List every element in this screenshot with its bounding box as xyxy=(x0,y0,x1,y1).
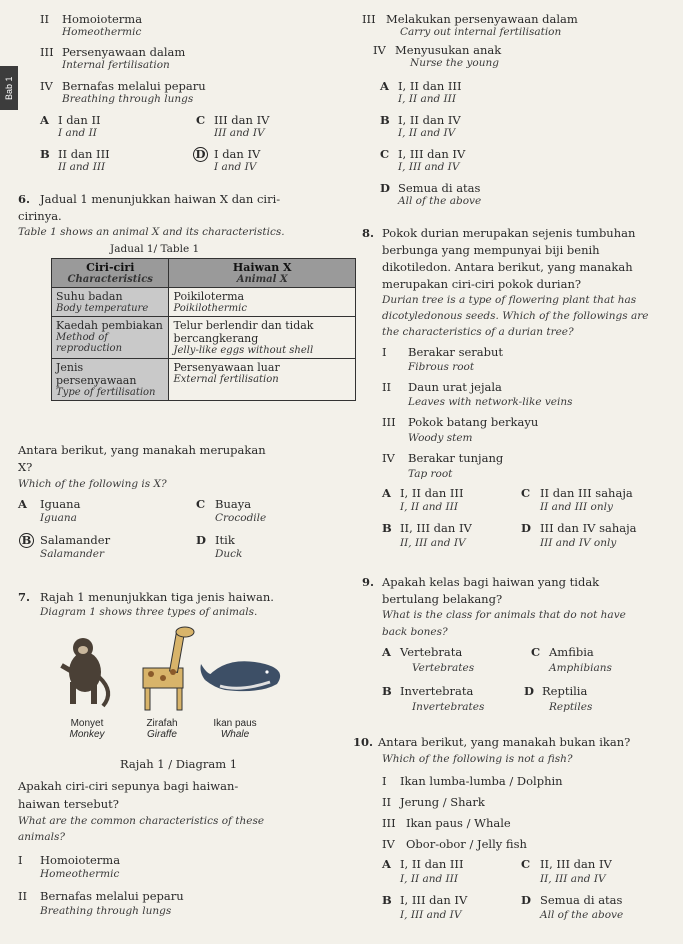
q7-item-ms: Bernafas melalui peparu xyxy=(40,889,184,903)
q10-option-letter[interactable]: B xyxy=(382,893,392,907)
q5r-option-letter[interactable]: D xyxy=(380,181,390,195)
animal-label-en: Monkey xyxy=(69,729,105,740)
q8-stem-ms: dikotiledon. Antara berikut, yang manakah xyxy=(382,260,633,274)
q8-option-en: II and III only xyxy=(540,501,613,513)
q7-question-ms: Apakah ciri-ciri sepunya bagi haiwan- xyxy=(18,779,239,793)
q5-option-en: III and IV xyxy=(214,127,265,139)
whale-illustration xyxy=(201,661,281,691)
q6-question-ms-2: X? xyxy=(18,460,33,474)
q5r-option-en: I, II and III xyxy=(398,93,456,105)
q5-item-roman: III xyxy=(40,45,54,59)
q9-option-ms: Amfibia xyxy=(549,645,594,659)
q9-option-ms: Invertebrata xyxy=(400,684,474,698)
q7-stem-en: Diagram 1 shows three types of animals. xyxy=(40,606,258,618)
q8-item-ms: Pokok batang berkayu xyxy=(408,415,539,429)
q10-item-text: Obor-obor / Jelly fish xyxy=(406,837,527,851)
q6-stem-ms-2: cirinya. xyxy=(18,209,62,223)
q6-option-ms: Salamander xyxy=(40,533,111,547)
animals-diagram xyxy=(55,622,295,714)
q6-option-letter[interactable]: C xyxy=(196,497,206,511)
q5r-option-en: I, III and IV xyxy=(398,161,460,173)
q6-option-en: Iguana xyxy=(40,512,77,524)
q5r-option-letter[interactable]: C xyxy=(380,147,390,161)
q8-option-en: I, II and III xyxy=(400,501,458,513)
table-cell: Jenis persenyawaan Type of fertilisation xyxy=(52,359,169,401)
q5-option-letter[interactable]: A xyxy=(40,113,49,127)
q6-option-ms: Buaya xyxy=(215,497,252,511)
q10-item-text: Jerung / Shark xyxy=(400,795,485,809)
diagram-caption: Rajah 1 / Diagram 1 xyxy=(120,757,238,771)
q8-option-ms: II dan III sahaja xyxy=(540,486,633,500)
q8-stem-ms: merupakan ciri-ciri pokok durian? xyxy=(382,277,582,291)
q8-stem-en: the characteristics of a durian tree? xyxy=(382,326,574,338)
q7-stem-ms: Rajah 1 menunjukkan tiga jenis haiwan. xyxy=(40,590,274,604)
q5r-option-ms: I, III dan IV xyxy=(398,147,466,161)
q5r-option-en: I, II and IV xyxy=(398,127,456,139)
giraffe-illustration xyxy=(143,627,194,710)
q9-option-en: Amphibians xyxy=(549,662,612,674)
table-row xyxy=(52,288,356,317)
q8-stem-ms: Pokok durian merupakan sejenis tumbuhan xyxy=(382,226,636,240)
q9-option-letter[interactable]: B xyxy=(382,684,392,698)
q8-item-roman: IV xyxy=(382,451,395,465)
q9-option-en: Reptiles xyxy=(549,701,593,713)
q10-option-en: All of the above xyxy=(540,909,624,921)
answer-circle: D xyxy=(193,147,208,162)
q8-option-letter[interactable]: B xyxy=(382,521,392,535)
q9-option-letter[interactable]: D xyxy=(524,684,534,698)
animal-label-en: Whale xyxy=(220,729,250,740)
q8-option-en: II, III and IV xyxy=(400,537,466,549)
q8-stem-ms: berbunga yang mempunyai biji benih xyxy=(382,243,600,257)
q10-option-letter[interactable]: A xyxy=(382,857,391,871)
q10-option-en: I, II and III xyxy=(400,873,458,885)
q8-item-ms: Berakar serabut xyxy=(408,345,504,359)
q6-option-en: Duck xyxy=(215,548,243,560)
q5-option-en: I and IV xyxy=(214,161,257,173)
q8-item-roman: I xyxy=(382,345,387,359)
q6-table-caption: Jadual 1/ Table 1 xyxy=(110,243,200,255)
q5r-option-ms: Semua di atas xyxy=(398,181,481,195)
q6-option-en: Crocodile xyxy=(215,512,267,524)
q6-stem-ms: Jadual 1 menunjukkan haiwan X dan ciri- xyxy=(40,192,281,206)
q5-option-en: I and II xyxy=(58,127,97,139)
q7-question-en-2: animals? xyxy=(18,831,65,843)
q8-item-en: Woody stem xyxy=(408,432,473,444)
q8-option-ms: II, III dan IV xyxy=(400,521,472,535)
table-cell: Suhu badan Body temperature xyxy=(52,288,169,317)
q6-option-ms: Itik xyxy=(215,533,235,547)
q5-option-ms: I dan II xyxy=(58,113,101,127)
q5r-item-ms: Menyusukan anak xyxy=(395,43,502,57)
q10-option-ms: Semua di atas xyxy=(540,893,623,907)
q9-option-letter[interactable]: C xyxy=(531,645,541,659)
q10-stem-ms: Antara berikut, yang manakah bukan ikan? xyxy=(378,735,631,749)
q5r-option-en: All of the above xyxy=(398,195,482,207)
q7-question-ms-2: haiwan tersebut? xyxy=(18,797,119,811)
q7-item-en: Breathing through lungs xyxy=(40,905,172,917)
q10-item-roman: III xyxy=(382,816,396,830)
q10-option-en: I, III and IV xyxy=(400,909,462,921)
q5-item-en: Homeothermic xyxy=(62,26,142,38)
q10-option-ms: I, II dan III xyxy=(400,857,464,871)
q6-stem-en: Table 1 shows an animal X and its characteristics. xyxy=(18,226,285,238)
q5-option-ms: I dan IV xyxy=(214,147,261,161)
animal-label: Zirafah xyxy=(146,718,178,729)
q7-item-roman: II xyxy=(18,889,28,903)
table-header: Haiwan X Animal X xyxy=(169,259,356,288)
q5-option-letter-circled[interactable] xyxy=(196,147,208,162)
q9-number: 9. xyxy=(362,575,375,589)
table-cell: Telur berlendir dan tidak bercangkerang Jelly-like eggs without shell xyxy=(169,317,356,359)
animal-label: Monyet xyxy=(70,718,104,729)
q10-option-ms: II, III dan IV xyxy=(540,857,612,871)
q8-stem-en: dicotyledonous seeds. Which of the followings are xyxy=(382,310,649,322)
q5r-item-roman: III xyxy=(362,12,376,26)
q5r-item-en: Carry out internal fertilisation xyxy=(400,26,562,38)
q8-item-roman: III xyxy=(382,415,396,429)
table-row xyxy=(52,317,356,359)
q8-option-letter[interactable]: A xyxy=(382,486,391,500)
q10-stem-en: Which of the following is not a fish? xyxy=(382,753,573,765)
q10-item-roman: II xyxy=(382,795,392,809)
q5-option-ms: III dan IV xyxy=(214,113,270,127)
q9-option-en: Vertebrates xyxy=(412,662,475,674)
q5-option-ms: II dan III xyxy=(58,147,110,161)
q10-option-ms: I, III dan IV xyxy=(400,893,468,907)
q10-option-letter[interactable]: D xyxy=(521,893,531,907)
q10-item-text: Ikan lumba-lumba / Dolphin xyxy=(400,774,563,788)
q7-item-en: Homeothermic xyxy=(40,868,120,880)
q8-item-en: Leaves with network-like veins xyxy=(408,396,573,408)
q6-question-ms: Antara berikut, yang manakah merupakan xyxy=(18,443,266,457)
q9-stem-en-2: back bones? xyxy=(382,626,448,638)
q7-number: 7. xyxy=(18,590,31,604)
q5-item-en: Breathing through lungs xyxy=(62,93,194,105)
q9-option-en: Invertebrates xyxy=(412,701,485,713)
q9-stem-en: What is the class for animals that do not have xyxy=(382,609,626,621)
q7-item-roman: I xyxy=(18,853,23,867)
table-cell: Poikiloterma Poikilothermic xyxy=(169,288,356,317)
table-header: Ciri-ciri Characteristics xyxy=(52,259,169,288)
q8-option-letter[interactable]: C xyxy=(521,486,531,500)
answer-circle: B xyxy=(19,533,34,548)
q10-item-text: Ikan paus / Whale xyxy=(406,816,511,830)
q5r-item-en: Nurse the young xyxy=(410,57,499,69)
characteristics-table xyxy=(51,258,356,401)
q5-item-en: Internal fertilisation xyxy=(62,59,170,71)
q5-item-roman: IV xyxy=(40,79,53,93)
q6-option-letter-circled[interactable] xyxy=(22,533,34,548)
q5-option-en: II and III xyxy=(58,161,106,173)
q6-option-en: Salamander xyxy=(40,548,105,560)
q6-option-ms: Iguana xyxy=(40,497,81,511)
animal-label: Ikan paus xyxy=(213,718,257,729)
monkey-illustration xyxy=(60,638,108,706)
table-cell: Kaedah pembiakan Method of reproduction xyxy=(52,317,169,359)
q8-option-en: III and IV only xyxy=(540,537,617,549)
q5r-option-ms: I, II dan IV xyxy=(398,113,461,127)
q5-item-ms: Persenyawaan dalam xyxy=(62,45,186,59)
q9-option-letter[interactable]: A xyxy=(382,645,391,659)
q8-item-roman: II xyxy=(382,380,392,394)
q5r-option-ms: I, II dan III xyxy=(398,79,462,93)
q5r-option-letter[interactable]: A xyxy=(380,79,389,93)
q8-number: 8. xyxy=(362,226,375,240)
q6-number: 6. xyxy=(18,192,31,206)
q5-item-ms: Bernafas melalui peparu xyxy=(62,79,206,93)
q8-item-en: Fibrous root xyxy=(408,361,475,373)
q8-option-ms: I, II dan III xyxy=(400,486,464,500)
q8-item-ms: Daun urat jejala xyxy=(408,380,502,394)
q9-stem-ms: Apakah kelas bagi haiwan yang tidak xyxy=(382,575,600,589)
q5r-item-ms: Melakukan persenyawaan dalam xyxy=(386,12,578,26)
q8-item-en: Tap root xyxy=(408,468,453,480)
table-row xyxy=(52,359,356,401)
q5-option-letter[interactable]: B xyxy=(40,147,50,161)
q10-item-roman: I xyxy=(382,774,387,788)
q5r-option-letter[interactable]: B xyxy=(380,113,390,127)
q5-item-roman: II xyxy=(40,12,50,26)
q9-option-ms: Reptilia xyxy=(542,684,588,698)
q8-option-letter[interactable]: D xyxy=(521,521,531,535)
q10-number: 10. xyxy=(353,735,374,749)
animal-label-en: Giraffe xyxy=(146,729,177,740)
chapter-tab: Bab 1 xyxy=(0,66,18,110)
q9-option-ms: Vertebrata xyxy=(400,645,463,659)
q7-question-en: What are the common characteristics of these xyxy=(18,815,265,827)
q9-stem-ms-2: bertulang belakang? xyxy=(382,592,503,606)
q6-option-letter[interactable]: D xyxy=(196,533,206,547)
q10-option-letter[interactable]: C xyxy=(521,857,531,871)
q5r-item-roman: IV xyxy=(373,43,386,57)
q8-stem-en: Durian tree is a type of flowering plant that has xyxy=(382,294,637,306)
q6-question-en: Which of the following is X? xyxy=(18,478,167,490)
q8-option-ms: III dan IV sahaja xyxy=(540,521,637,535)
table-cell: Persenyawaan luar External fertilisation xyxy=(169,359,356,401)
q7-item-ms: Homoioterma xyxy=(40,853,121,867)
q6-option-letter[interactable]: A xyxy=(18,497,27,511)
q10-option-en: II, III and IV xyxy=(540,873,606,885)
q8-item-ms: Berakar tunjang xyxy=(408,451,504,465)
q5-option-letter[interactable]: C xyxy=(196,113,206,127)
q5-item-ms: Homoioterma xyxy=(62,12,143,26)
q10-item-roman: IV xyxy=(382,837,395,851)
